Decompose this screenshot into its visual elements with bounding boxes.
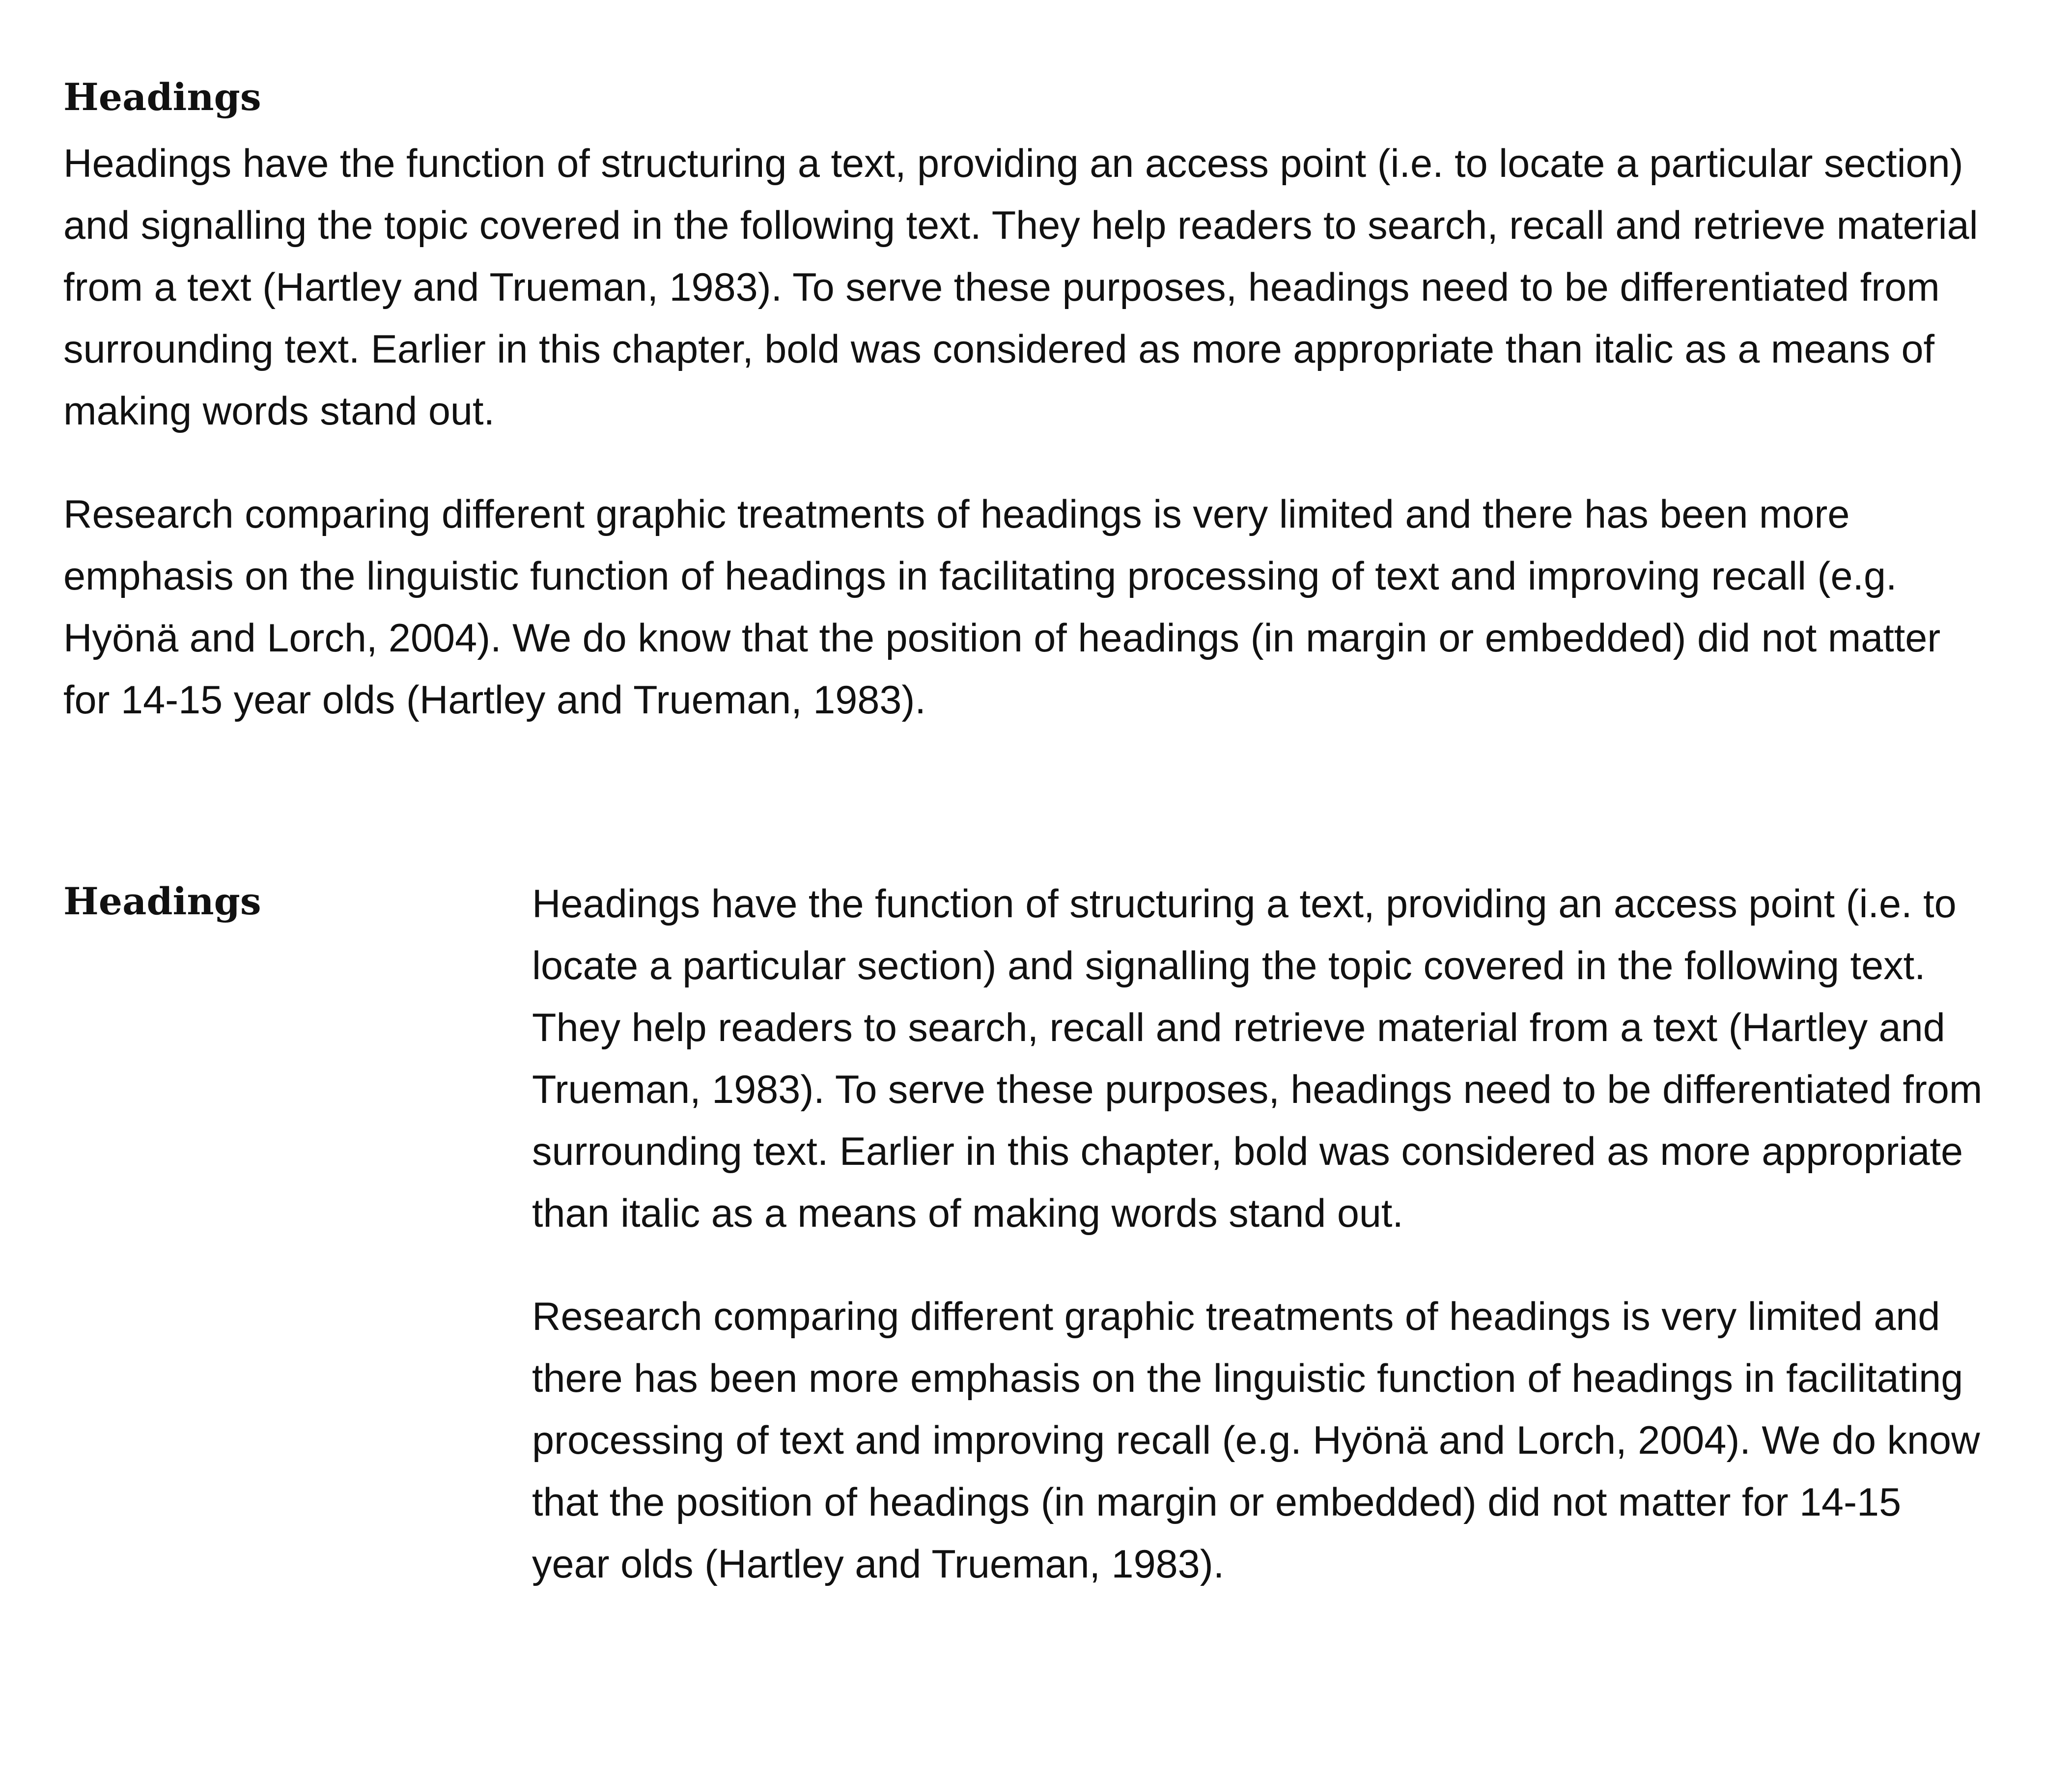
margin-heading: Headings bbox=[63, 879, 261, 923]
body-paragraph: Research comparing different graphic treatments of headings is very limited and there has been more emphasis on the linguistic function of headings in facilitating processing of text and improving recall (e.g. Hyönä and Lorch, 2004). We do know that the position of headings (in margin or embedded) did not matter for 14-15 year olds (Hartley and Trueman, 1983). bbox=[63, 492, 1941, 722]
body-paragraph: Research comparing different graphic treatments of headings is very limited and there has been more emphasis on the linguistic function of headings in facilitating processing of text and improving recall (e.g. Hyönä and Lorch, 2004). We do know that the position of headings (in margin or embedded) did not matter for 14-15 year olds (Hartley and Trueman, 1983). bbox=[532, 1295, 1980, 1586]
section-heading-in-margin bbox=[532, 873, 1986, 1595]
section-heading-above bbox=[63, 75, 1979, 731]
body-paragraph: Headings have the function of structuring a text, providing an access point (i.e. to locate a particular section) and signalling the topic covered in the following text. They help readers to search, recall and retrieve material from a text (Hartley and Trueman, 1983). To serve these purposes, headings need to be differentiated from surrounding text. Earlier in this chapter, bold was considered as more appropriate than italic as a means of making words stand out. bbox=[63, 141, 1978, 433]
body-paragraph: Headings have the function of structuring a text, providing an access point (i.e. to locate a particular section) and signalling the topic covered in the following text. They help readers to search, recall and retrieve material from a text (Hartley and Trueman, 1983). To serve these purposes, headings need to be differentiated from surrounding text. Earlier in this chapter, bold was considered as more appropriate than italic as a means of making words stand out. bbox=[532, 882, 1983, 1236]
section-heading: Headings bbox=[63, 75, 261, 119]
